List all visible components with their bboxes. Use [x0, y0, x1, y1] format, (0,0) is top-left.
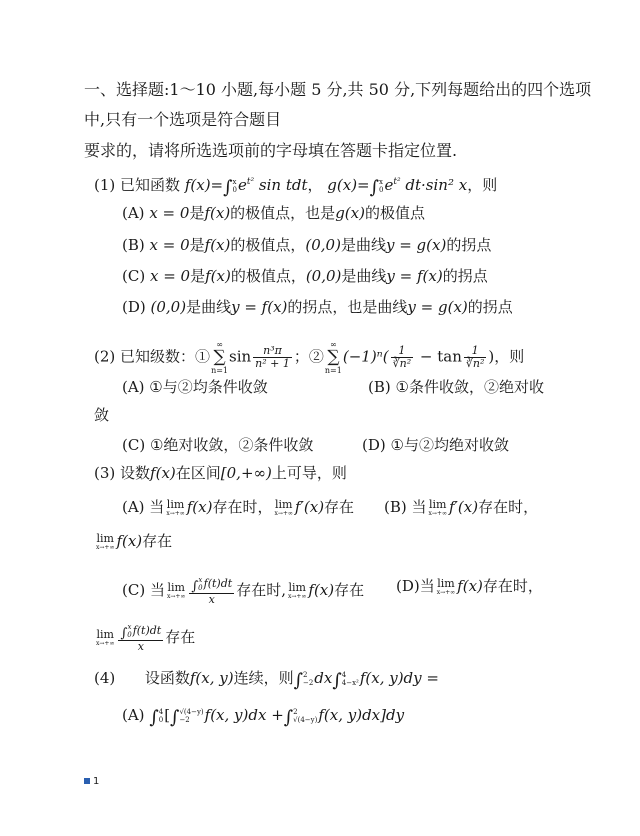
denominator: ∛n² — [465, 357, 485, 370]
option-text: 存在时， — [478, 498, 539, 516]
integral-limits — [293, 708, 317, 724]
integral-limits — [159, 708, 163, 724]
limit — [96, 627, 115, 647]
integral-limits — [198, 576, 202, 592]
stem-text: 连续，则 — [233, 669, 294, 687]
option-label: (A) — [122, 204, 145, 222]
math-expr: y = g(x) — [385, 236, 447, 254]
lower-limit: 0 — [127, 631, 132, 639]
math-expr: f(x) — [204, 236, 231, 254]
lim-sub: x→+∞ — [166, 592, 186, 600]
integrand-base: e — [384, 176, 394, 194]
page-marker-square-icon — [84, 778, 90, 784]
summation-sign — [325, 340, 342, 375]
upper-limit: x — [379, 178, 383, 186]
integral-limits — [179, 708, 203, 724]
stem-text: 在区间 — [175, 464, 221, 482]
minus-tan: − tan — [415, 347, 462, 366]
numerator — [189, 576, 234, 594]
question-3-stem — [94, 463, 347, 483]
option-text: 的拐点 — [446, 236, 492, 254]
separator: ； — [293, 347, 309, 366]
math-expr: x = 0 — [149, 204, 190, 222]
integrand-base: e — [237, 176, 247, 194]
sum-lower: n=1 — [324, 366, 342, 375]
stem-text: 已知级数： — [120, 347, 196, 366]
lim-sub: x→+∞ — [274, 509, 293, 517]
numerator: 1 — [391, 345, 414, 358]
lower-limit: 0 — [379, 186, 384, 194]
math-expr: f′(x) — [294, 498, 325, 516]
lower-limit: 0 — [198, 584, 203, 592]
section-heading-line3: 要求的，请将所选选项前的字母填在答题卡指定位置. — [84, 141, 458, 160]
question-2-option-a: (A) ①与②均条件收敛 — [122, 378, 268, 396]
integral-sign: ∫ — [223, 177, 233, 198]
math-expr: f′(x) — [448, 498, 479, 516]
math-expr: f(x, y) — [189, 669, 234, 687]
denominator: x — [208, 593, 215, 606]
option-label: (C) 当 — [122, 581, 165, 599]
limit — [96, 531, 115, 551]
lim-sub: x→+∞ — [96, 543, 115, 551]
integral-sign: ∫ — [170, 707, 180, 728]
math-expr: f(x) — [116, 532, 143, 550]
math-expr: y = g(x) — [407, 298, 468, 316]
math-expr: g(x) — [335, 204, 365, 222]
lim-word: lim — [96, 531, 114, 545]
integrand: f(x, y)dx + — [204, 706, 284, 724]
sigma-glyph: ∑ — [213, 347, 226, 367]
option-text: 存在时, — [236, 581, 286, 599]
upper-limit: x — [198, 576, 203, 584]
bracket-open: [ — [164, 706, 171, 724]
integral-limits — [379, 178, 383, 194]
question-3-option-d — [396, 576, 543, 596]
summation-sign — [211, 340, 228, 375]
math-expr: (0,0) — [305, 267, 342, 285]
integrand: dx — [314, 669, 333, 687]
lim-word: lim — [288, 580, 306, 594]
integrand-tail: sin tdt — [258, 176, 308, 194]
question-2-option-b: (B) ①条件收敛，②绝对收 — [368, 378, 544, 396]
integral-limits — [342, 671, 359, 687]
question-1-option-b — [122, 235, 491, 255]
lim-word: lim — [166, 497, 185, 511]
limit — [287, 580, 307, 600]
limit — [274, 497, 293, 517]
option-label: (A) 当 — [122, 498, 165, 516]
question-3-option-c — [122, 576, 364, 606]
option-text: 的拐点，也是曲线 — [287, 298, 408, 316]
math-expr: f(x) — [205, 267, 231, 285]
integral-limits — [127, 623, 131, 639]
math-expr: x = 0 — [149, 267, 191, 285]
stem-text: ，则 — [467, 176, 498, 194]
sigma-glyph: ∑ — [327, 347, 340, 367]
upper-limit: x — [232, 178, 237, 186]
page-number: 1 — [93, 776, 100, 787]
question-number: (1) — [94, 176, 116, 194]
section-heading-line1: 一、选择题:1～10 小题,每小题 5 分,共 50 分,下列每题给出的四个选项 — [84, 80, 592, 99]
sum-lower: n=1 — [211, 366, 229, 375]
option-text: 的极值点， — [230, 267, 306, 285]
sum-upper: ∞ — [216, 340, 223, 349]
option-label: (A) — [122, 706, 145, 724]
option-text: 存在 — [165, 628, 196, 646]
option-text: 的极值点， — [230, 236, 306, 254]
question-number: (2) — [94, 347, 116, 366]
fraction — [464, 345, 487, 370]
math-expr: (0,0) — [305, 236, 341, 254]
denominator: n² + 1 — [255, 357, 290, 370]
fraction — [118, 623, 163, 653]
lim-sub: x→+∞ — [166, 509, 185, 517]
page-footer — [84, 776, 99, 787]
math-expr: y = f(x) — [231, 298, 288, 316]
option-text: 是曲线 — [341, 267, 387, 285]
sum-upper: ∞ — [330, 340, 337, 349]
lim-word: lim — [428, 497, 447, 511]
option-text: 存在时， — [482, 577, 543, 595]
lim-sub: x→+∞ — [428, 509, 447, 517]
sin-word: sin — [229, 347, 252, 366]
upper-limit: √(4−y) — [179, 708, 204, 716]
math-expr: f(x) — [308, 581, 335, 599]
question-number: (4) — [94, 669, 116, 687]
numerator — [118, 623, 163, 641]
lim-word: lim — [274, 497, 293, 511]
lim-word: lim — [167, 580, 185, 594]
integral-sign: ∫ — [369, 177, 380, 198]
option-text: 存在时， — [212, 498, 273, 516]
stem-text: 上可导，则 — [271, 464, 347, 482]
stem-text: 设数 — [120, 464, 151, 482]
math-expr: f(x) — [150, 464, 176, 482]
lim-sub: x→+∞ — [436, 588, 456, 596]
question-1-option-d — [122, 297, 513, 317]
integrand-exponent: t² — [393, 177, 401, 187]
math-expr: f(x) — [457, 577, 483, 595]
stem-text: ，则 — [494, 347, 525, 366]
option-text: 存在 — [324, 498, 355, 516]
numerator: 1 — [464, 345, 487, 358]
sign-term: (−1)ⁿ( — [342, 347, 389, 366]
math-expr: f(x) — [204, 204, 231, 222]
question-1-option-c — [122, 266, 488, 286]
integrand: f(t)dt — [132, 624, 162, 637]
question-3-option-b-wrap — [94, 531, 172, 551]
math-expr: y = f(x) — [386, 267, 443, 285]
stem-text: 已知函数 — [120, 176, 181, 194]
integral-sign: ∫ — [149, 707, 159, 728]
question-3-option-b — [384, 497, 538, 517]
question-2-option-c: (C) ①绝对收敛，②条件收敛 — [122, 436, 314, 454]
question-2-stem — [94, 340, 524, 375]
option-label: (C) — [122, 267, 146, 285]
upper-limit: 2 — [302, 671, 308, 679]
f-definition-lhs: f(x)= — [184, 176, 224, 194]
interval: [0,+∞) — [220, 464, 272, 482]
question-3-option-a — [122, 497, 354, 517]
upper-limit: 2 — [293, 708, 298, 716]
option-text: 存在 — [142, 532, 173, 550]
fraction — [253, 345, 292, 370]
question-1-option-a — [122, 203, 425, 223]
limit — [428, 497, 447, 517]
stem-text: 设函数 — [144, 669, 190, 687]
lower-limit: 0 — [232, 186, 237, 194]
upper-limit: 4 — [158, 708, 164, 716]
question-4-stem — [94, 668, 439, 691]
integral-sign: ∫ — [120, 626, 128, 641]
option-text: 存在 — [334, 581, 365, 599]
series-marker: ② — [308, 347, 324, 366]
lower-limit: √(4−y) — [293, 716, 318, 724]
integrand-exponent: t² — [246, 177, 255, 187]
fraction — [189, 576, 234, 606]
lower-limit: −2 — [302, 679, 314, 687]
option-text: 的极值点，也是 — [230, 204, 336, 222]
integrand: f(x, y)dx]dy — [318, 706, 405, 724]
close-paren: ) — [488, 347, 495, 366]
math-expr: (0,0) — [150, 298, 187, 316]
question-2-option-b-wrap: 敛 — [94, 406, 110, 424]
limit — [166, 497, 185, 517]
option-label: (D) — [122, 298, 146, 316]
upper-limit: 4 — [341, 671, 347, 679]
lower-limit: 4−x² — [341, 679, 359, 687]
option-text: 的极值点 — [364, 204, 425, 222]
option-label: (B) 当 — [384, 498, 427, 516]
upper-limit: x — [127, 623, 132, 631]
lim-word: lim — [437, 576, 455, 590]
limit — [436, 576, 456, 596]
integral-limits — [303, 671, 313, 687]
separator: ， — [307, 176, 323, 194]
option-text: 是曲线 — [186, 298, 232, 316]
numerator: n³π — [253, 345, 292, 358]
integrand-tail: dt·sin² x — [405, 176, 468, 194]
integral-sign: ∫ — [293, 670, 303, 691]
option-text: 是 — [189, 236, 205, 254]
integral-sign: ∫ — [191, 579, 199, 594]
integrand: f(x, y)dy = — [359, 669, 439, 687]
lim-sub: x→+∞ — [287, 592, 307, 600]
option-text: 是 — [190, 267, 206, 285]
lower-limit: −2 — [179, 716, 190, 724]
integrand: f(t)dt — [203, 577, 233, 590]
option-label: (B) — [122, 236, 145, 254]
question-number: (3) — [94, 464, 116, 482]
limit — [166, 580, 186, 600]
math-expr: f(x) — [186, 498, 213, 516]
integral-sign: ∫ — [283, 707, 294, 728]
option-label: (D)当 — [396, 577, 435, 595]
question-4-option-a — [122, 705, 404, 728]
option-text: 是 — [189, 204, 205, 222]
math-expr: x = 0 — [149, 236, 190, 254]
denominator: x — [137, 640, 144, 653]
option-text: 是曲线 — [340, 236, 386, 254]
series-marker: ① — [195, 347, 211, 366]
option-text: 的拐点 — [442, 267, 488, 285]
question-1-stem — [94, 172, 497, 198]
integral-limits — [233, 178, 237, 194]
fraction — [391, 345, 414, 370]
question-2-option-d: (D) ①与②均绝对收敛 — [362, 436, 509, 454]
lower-limit: 0 — [158, 716, 164, 724]
denominator: ∛n² — [392, 357, 412, 370]
g-definition-lhs: g(x)= — [327, 176, 370, 194]
section-heading-line2: 中,只有一个选项是符合题目 — [84, 110, 282, 129]
lim-sub: x→+∞ — [96, 639, 115, 647]
option-text: 的拐点 — [467, 298, 513, 316]
question-3-option-d-wrap — [94, 623, 195, 653]
lim-word: lim — [96, 627, 114, 641]
integral-sign: ∫ — [332, 670, 342, 691]
